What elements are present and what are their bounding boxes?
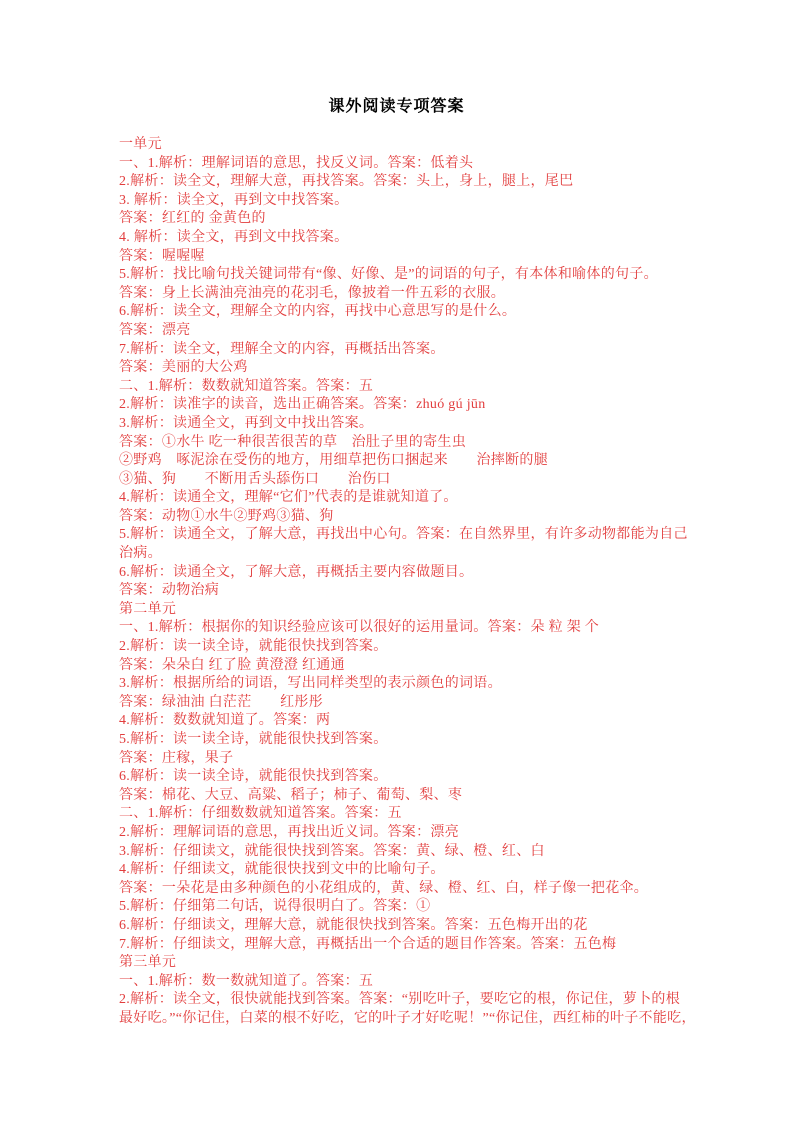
- text-line: 答案：美丽的大公鸡: [119, 360, 248, 376]
- text-line: 答案：身上长满油亮油亮的花羽毛，像披着一件五彩的衣服。: [119, 285, 506, 301]
- text-line: 3.解析：仔细读文，就能很快找到答案。答案：黄、绿、橙、红、白: [119, 843, 545, 859]
- text-line: 二、1.解析：仔细数数就知道答案。答案：五: [119, 806, 402, 822]
- text-line: 7.解析：读全文，理解全文的内容，再概括出答案。: [119, 341, 445, 357]
- text-line: 3.解析：根据所给的词语，写出同样类型的表示颜色的词语。: [119, 676, 502, 692]
- text-line: 一、1.解析：理解词语的意思，找反义词。答案：低着头: [119, 155, 474, 171]
- text-line: 治病。: [119, 546, 162, 562]
- text-line: 一、1.解析：根据你的知识经验应该可以很好的运用量词。答案：朵 粒 架 个: [119, 620, 600, 636]
- text-line: ②野鸡 啄泥涂在受伤的地方，用细草把伤口捆起来 治摔断的腿: [119, 453, 548, 469]
- text-line: 一、1.解析：数一数就知道了。答案：五: [119, 973, 374, 989]
- text-line: 2.解析：理解词语的意思，再找出近义词。答案：漂亮: [119, 824, 459, 840]
- text-line: 答案：①水牛 吃一种很苦很苦的草 治肚子里的寄生虫: [119, 434, 466, 450]
- text-line: 答案：朵朵白 红了脸 黄澄澄 红通通: [119, 657, 345, 673]
- text-line: 6.解析：读全文，理解全文的内容，再找中心意思写的是什么。: [119, 304, 517, 320]
- text-line: ③猫、狗 不断用舌头舔伤口 治伤口: [119, 471, 391, 487]
- text-line: 2.解析：读一读全诗，就能很快找到答案。: [119, 639, 388, 655]
- text-line: 4.解析：读通全文，理解“它们”代表的是谁就知道了。: [119, 490, 458, 506]
- text-line: 5.解析：找比喻句找关键词带有“像、好像、是”的词语的句子，有本体和喻体的句子。: [119, 267, 658, 283]
- text-line: 2.解析：读全文，很快就能找到答案。答案：“别吃叶子，要吃它的根，你记住，萝卜的根: [119, 992, 681, 1008]
- text-line: 6.解析：读一读全诗，就能很快找到答案。: [119, 769, 388, 785]
- text-line: 7.解析：仔细读文，理解大意，再概括出一个合适的题目作答案。答案：五色梅: [119, 936, 617, 952]
- text-line: 2.解析：读准字的读音，选出正确答案。答案：zhuó gú jūn: [119, 397, 486, 413]
- text-line: 5.解析：仔细第二句话，说得很明白了。答案：①: [119, 899, 431, 915]
- text-line: 3. 解析：读全文，再到文中找答案。: [119, 192, 349, 208]
- text-line: 5.解析：读一读全诗，就能很快找到答案。: [119, 732, 388, 747]
- text-line: 第三单元: [119, 955, 177, 971]
- text-line: 第二单元: [119, 601, 177, 617]
- text-line: 4. 解析：读全文，再到文中找答案。: [119, 229, 349, 245]
- text-line: 答案：一朵花是由多种颜色的小花组成的，黄、绿、橙、红、白，样子像一把花伞。: [119, 880, 649, 896]
- text-line: 答案：绿油油 白茫茫 红彤彤: [119, 694, 323, 710]
- document-body: [119, 136, 705, 1029]
- text-line: 答案：动物治病: [119, 583, 220, 599]
- text-line: 6.解析：仔细读文，理解大意，就能很快找到答案。答案：五色梅开出的花: [119, 917, 588, 933]
- text-line: 6.解析：读通全文，了解大意，再概括主要内容做题目。: [119, 564, 474, 580]
- text-line: 一单元: [119, 137, 162, 152]
- text-line: 3.解析：读通全文，再到文中找出答案。: [119, 415, 374, 431]
- text-line: 5.解析：读通全文，了解大意，再找出中心句。答案：在自然界里，有许多动物都能为自己: [119, 527, 688, 543]
- text-line: 答案：动物①水牛②野鸡③猫、狗: [119, 508, 334, 524]
- text-line: 4.解析：数数就知道了。答案：两: [119, 713, 331, 729]
- text-line: 答案：棉花、大豆、高粱、稻子；柿子、葡萄、梨、枣: [119, 787, 463, 803]
- text-line: 二、1.解析：数数就知道答案。答案：五: [119, 378, 374, 394]
- text-line: 最好吃。”“你记住，白菜的根不好吃，它的叶子才好吃呢！”“你记住，西红柿的叶子不能吃，: [119, 1010, 696, 1026]
- text-line: 答案：红红的 金黄色的: [119, 211, 266, 227]
- page-title: 课外阅读专项答案: [328, 98, 465, 115]
- text-line: 4.解析：仔细读文，就能很快找到文中的比喻句子。: [119, 862, 445, 878]
- text-line: 答案：漂亮: [119, 322, 191, 338]
- text-line: 答案：喔喔喔: [119, 248, 205, 264]
- text-line: 2.解析：读全文，理解大意，再找答案。答案：头上，身上，腿上，尾巴: [119, 174, 574, 190]
- text-line: 答案：庄稼，果子: [119, 750, 234, 766]
